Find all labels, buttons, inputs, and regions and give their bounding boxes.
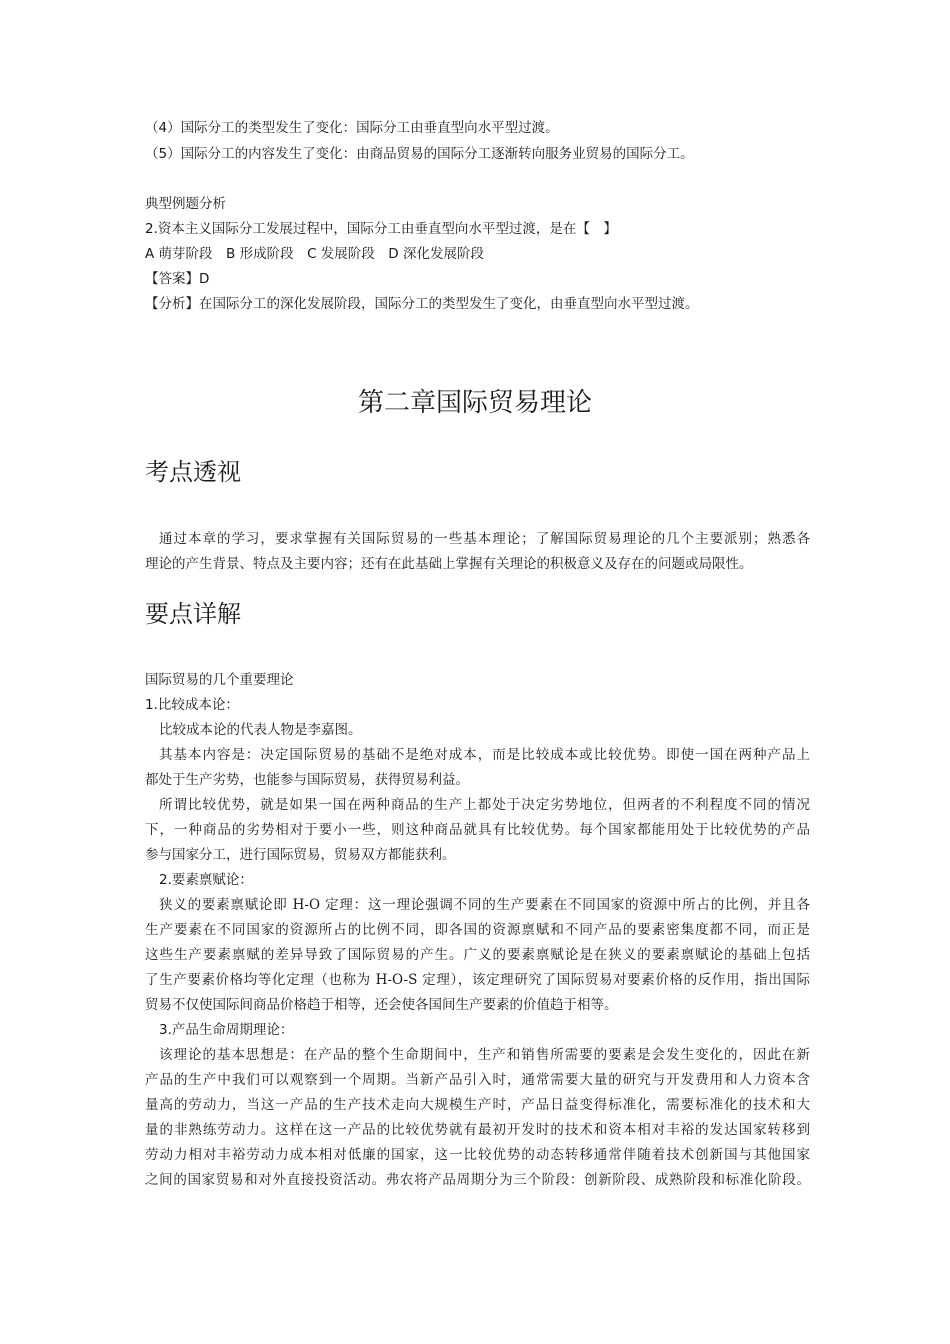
paragraph-line: 狭义的要素禀赋论即 H-O 定理：这一理论强调不同的生产要素在不同国家的资源中所占的比例，并且各: [159, 897, 810, 913]
item-heading: 2.要素禀赋论：: [159, 872, 253, 888]
list-item: （5）国际分工的内容发生了变化：由商品贸易的国际分工逐渐转向服务业贸易的国际分工。: [145, 146, 694, 162]
paragraph-line: 产品的生产中我们可以观察到一个周期。当新产品引入时，通常需要大量的研究与开发费用和人力资本含: [145, 1072, 810, 1088]
paragraph-line: 量高的劳动力，当这一产品的生产技术走向大规模生产时，产品日益变得标准化，需要标准化的技术和大: [145, 1097, 810, 1113]
list-item: （4）国际分工的类型发生了变化：国际分工由垂直型向水平型过渡。: [145, 120, 559, 136]
paragraph-line: 量的非熟练劳动力。这样在这一产品的比较优势就有最初开发时的技术和资本相对丰裕的发达国家转移到: [145, 1122, 810, 1138]
paragraph-line: 该理论的基本思想是：在产品的整个生命期间中，生产和销售所需要的要素是会发生变化的，因此在新: [159, 1047, 810, 1063]
chapter-title: 第二章国际贸易理论: [357, 388, 592, 418]
section-title-yaodian: 要点详解: [145, 600, 241, 628]
example-analysis: 【分析】在国际分工的深化发展阶段，国际分工的类型发生了变化，由垂直型向水平型过渡。: [145, 296, 699, 312]
paragraph-line: 比较成本论的代表人物是李嘉图。: [159, 722, 362, 738]
example-heading: 典型例题分析: [145, 196, 226, 212]
paragraph-line: 之间的国家贸易和对外直接投资活动。弗农将产品周期分为三个阶段：创新阶段、成熟阶段和标准化阶段。: [145, 1172, 810, 1188]
paragraph-line: 其基本内容是：决定国际贸易的基础不是绝对成本，而是比较成本或比较优势。即使一国在两种产品上: [159, 747, 810, 763]
item-heading: 1.比较成本论：: [145, 697, 239, 713]
paragraph-line: 这些生产要素禀赋的差异导致了国际贸易的产生。广义的要素禀赋论是在狭义的要素禀赋论的基础上包括: [145, 947, 810, 963]
paragraph-line: 理论的产生背景、特点及主要内容；还有在此基础上掌握有关理论的积极意义及存在的问题或局限性。: [145, 556, 753, 572]
item-heading: 3.产品生命周期理论：: [159, 1022, 294, 1038]
example-options: A 萌芽阶段 B 形成阶段 C 发展阶段 D 深化发展阶段: [145, 246, 484, 262]
paragraph-line: 下，一种商品的劣势相对于要小一些，则这种商品就具有比较优势。每个国家都能用处于比较优势的产品: [145, 822, 810, 838]
paragraph-line: 了生产要素价格均等化定理（也称为 H-O-S 定理），该定理研究了国际贸易对要素价格的反作用，指出国际: [145, 972, 810, 988]
example-answer: 【答案】D: [145, 271, 210, 287]
paragraph-line: 参与国家分工，进行国际贸易，贸易双方都能获利。: [145, 847, 456, 863]
paragraph-line: 贸易不仅使国际间商品价格趋于相等，还会使各国间生产要素的价值趋于相等。: [145, 997, 618, 1013]
paragraph-line: 所谓比较优势，就是如果一国在两种商品的生产上都处于决定劣势地位，但两者的不利程度不同的情况: [159, 797, 810, 813]
example-question: 2.资本主义国际分工发展过程中，国际分工由垂直型向水平型过渡，是在【 】: [145, 221, 617, 237]
paragraph-line: 通过本章的学习，要求掌握有关国际贸易的一些基本理论；了解国际贸易理论的几个主要派别；熟悉各: [159, 531, 810, 547]
section-subtitle: 国际贸易的几个重要理论: [145, 672, 294, 688]
paragraph-line: 劳动力相对丰裕劳动力成本相对低廉的国家，这一比较优势的动态转移通常伴随着技术创新国与其他国家: [145, 1147, 810, 1163]
paragraph-line: 生产要素在不同国家的资源所占的比例不同，即各国的资源禀赋和不同产品的要素密集度都不同，而正是: [145, 922, 810, 938]
section-title-kaodian: 考点透视: [145, 458, 241, 486]
paragraph-line: 都处于生产劣势，也能参与国际贸易，获得贸易利益。: [145, 772, 469, 788]
